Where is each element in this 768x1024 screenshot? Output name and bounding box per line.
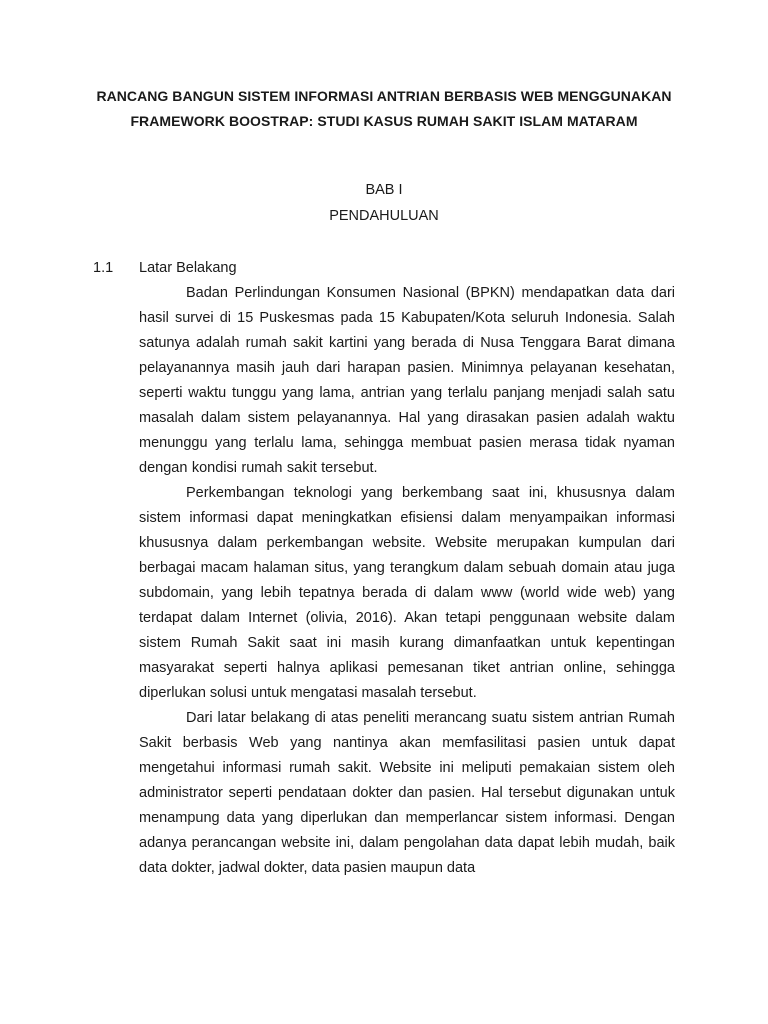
- chapter-title: PENDAHULUAN: [329, 208, 439, 224]
- chapter-number: BAB I: [365, 182, 403, 198]
- paragraph: Dari latar belakang di atas peneliti merancang suatu sistem antrian Rumah Sakit berbasis Web yang nantinya akan memfasilitasi pasien untuk dapat mengetahui informasi rumah sakit. Website ini meliputi pemakaian sistem oleh administrator seperti pendataan dokter dan pasien. Hal tersebut digunakan untuk menampung data yang diperlukan dan memperlancar sistem informasi. Dengan adanya perancangan website ini, dalam pengolahan data dapat lebih mudah, baik data dokter, jadwal dokter, data pasien maupun data: [139, 710, 675, 876]
- section-number: 1.1: [93, 260, 114, 276]
- document-title-line-1: RANCANG BANGUN SISTEM INFORMASI ANTRIAN BERBASIS WEB MENGGUNAKAN: [96, 88, 672, 104]
- section-heading: [93, 258, 237, 278]
- paragraph: Badan Perlindungan Konsumen Nasional (BPKN) mendapatkan data dari hasil survei di 15 Puskesmas pada 15 Kabupaten/Kota seluruh Indonesia. Salah satunya adalah rumah sakit kartini yang berada di Nusa Tenggara Barat dimana pelayanannya masih jauh dari harapan pasien. Minimnya pelayanan kesehatan, seperti waktu tunggu yang lama, antrian yang terlalu panjang menjadi salah satu masalah dalam sistem pelayanannya. Hal yang dirasakan pasien adalah waktu menunggu yang terlalu lama, sehingga membuat pasien merasa tidak nyaman dengan kondisi rumah sakit tersebut.: [139, 285, 675, 476]
- section-title: Latar Belakang: [139, 260, 237, 276]
- body-text: [139, 281, 675, 881]
- paragraph: Perkembangan teknologi yang berkembang saat ini, khususnya dalam sistem informasi dapat meningkatkan efisiensi dalam menyampaikan informasi khususnya dalam perkembangan website. Website merupakan kumpulan dari berbagai macam halaman situs, yang terangkum dalam sebuah domain atau juga subdomain, yang lebih tepatnya berada di dalam www (world wide web) yang terdapat dalam Internet (olivia, 2016). Akan tetapi penggunaan website dalam sistem Rumah Sakit saat ini masih kurang dimanfaatkan untuk kepentingan masyarakat seperti halnya aplikasi pemesanan tiket antrian online, sehingga diperlukan solusi untuk mengatasi masalah tersebut.: [139, 485, 675, 701]
- document-title-line-2: FRAMEWORK BOOSTRAP: STUDI KASUS RUMAH SAKIT ISLAM MATARAM: [130, 112, 638, 129]
- document-title: [60, 84, 708, 133]
